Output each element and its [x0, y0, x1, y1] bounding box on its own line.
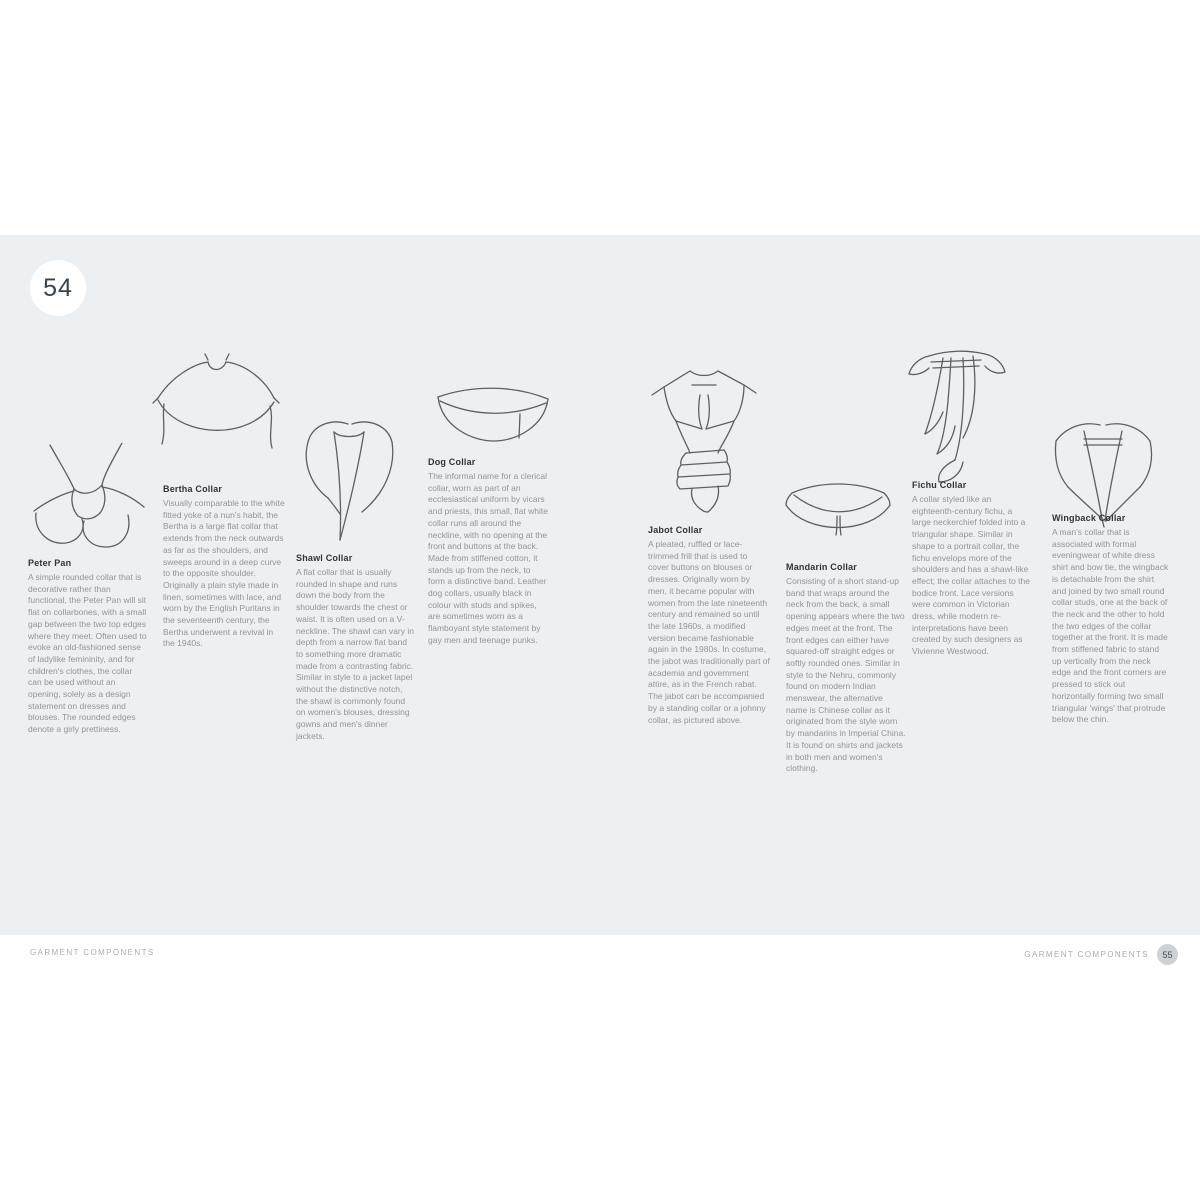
dog-collar-illustration [432, 383, 554, 449]
entry-title: Wingback Collar [1052, 513, 1126, 523]
shawl-collar-illustration [298, 418, 402, 550]
collar-entry-dog [428, 457, 548, 647]
mandarin-collar-illustration [778, 473, 898, 555]
entry-title: Bertha Collar [163, 484, 223, 494]
entry-description: A pleated, ruffled or lace-trimmed frill that is used to cover buttons on blouses or dresses. Originally worn by men, it became popular with women from the late nineteenth century and remained so until the late 1960s, a modified version became fashionable again in the 1980s. In costume, the jabot was traditionally part of academia and government attire, as in the French rabat. The jabot can be accompanied by a standing collar or a johnny collar, as pictured above. [648, 539, 770, 725]
collar-entry-shawl [296, 553, 414, 743]
footer-right [1024, 944, 1178, 965]
entry-title: Shawl Collar [296, 553, 353, 563]
entry-description: Visually comparable to the white fitted yoke of a nun's habit, the Bertha is a large flat collar that extends from the neck outwards as far as the shoulders, and sweeps around in a deep curve to the opposite shoulder. Originally a plain style made in linen, sometimes with lace, and worn by the English Puritans in the seventeenth century, the Bertha underwent a revival in the 1940s. [163, 498, 285, 649]
entry-description: A man's collar that is associated with formal eveningwear of white dress shirt and bow tie, the wingback is detachable from the shirt and joined by two small round collar studs, one at the back of the neck and the other to hold the two edges of the collar together at the front. It is made from stiffened fabric to stand up vertically from the neck edge and the front corners are pressed to stick out horizontally forming two small triangular 'wings' that protrude below the chin. [1052, 527, 1169, 725]
page-number-badge-right [1157, 944, 1178, 965]
collar-entry-fichu [912, 480, 1030, 658]
collar-entry-jabot [648, 525, 770, 726]
collar-entry-peter-pan [28, 558, 148, 736]
page-number-badge-left [30, 260, 86, 316]
bertha-collar-illustration [150, 352, 282, 470]
entry-description: A flat collar that is usually rounded in shape and runs down the body from the shoulder towards the chest or waist. It is often used on a V-neckline. The shawl can vary in depth from a narrow flat band to something more dramatic made from a contrasting fabric. Similar in style to a jacket lapel without the distinctive notch, the shawl is commonly found on women's blouses, dressing gowns and men's dinner jackets. [296, 567, 414, 741]
footer-left-label: GARMENT COMPONENTS [30, 948, 155, 957]
fichu-collar-illustration [903, 342, 1011, 490]
left-page-number: 54 [43, 273, 73, 302]
entry-title: Mandarin Collar [786, 562, 858, 572]
entry-title: Jabot Collar [648, 525, 703, 535]
entry-title: Fichu Collar [912, 480, 967, 490]
entry-title: Dog Collar [428, 457, 476, 467]
footer-right-label: GARMENT COMPONENTS [1024, 950, 1149, 959]
peter-pan-collar-illustration [30, 443, 148, 555]
entry-description: Consisting of a short stand-up band that wraps around the neck from the back, a small opening appears where the two edges meet at the front. The front edges can either have squared-off straight edges or softly rounded ones. Similar in style to the Nehru, commonly found on modern Indian menswear, the alternative name is Chinese collar as it originated from the style worn by mandarins in Imperial China. It is found on shirts and jackets in both men and women's clothing. [786, 576, 906, 774]
entry-description: A collar styled like an eighteenth-century fichu, a large neckerchief folded into a triangular shape. Similar in shape to a portrait collar, the fichu envelops more of the shoulders and has a shawl-like effect; the collar attaches to the bodice front. Lace versions were common in Victorian dress, while modern re-interpretations have been created by such designers as Vivienne Westwood. [912, 494, 1030, 657]
collar-entry-bertha [163, 484, 285, 650]
collar-entry-wingback [1052, 513, 1170, 726]
right-page-number: 55 [1162, 949, 1173, 960]
entry-title: Peter Pan [28, 558, 72, 568]
entry-description: A simple rounded collar that is decorative rather than functional, the Peter Pan will sit flat on collarbones, with a small gap between the two top edges where they meet. Often used to evoke an old-fashioned sense of ladylike femininity, and for children's clothes, the collar can be used without an opening, solely as a design statement on dresses and blouses. The rounded edges denote a girly prettiness. [28, 572, 147, 735]
entry-description: The informal name for a clerical collar, worn as part of an ecclesiastical uniform by vicars and priests, this small, flat white collar runs all around the neckline, with no opening at the front and buttons at the back. Made from stiffened cotton, it stands up from the neck, to form a distinctive band. Leather dog collars, usually black in colour with studs and spikes, are sometimes worn as a flamboyant style statement by gay men and teenage punks. [428, 471, 548, 645]
collar-entry-mandarin [786, 562, 906, 775]
jabot-collar-illustration [650, 365, 758, 523]
